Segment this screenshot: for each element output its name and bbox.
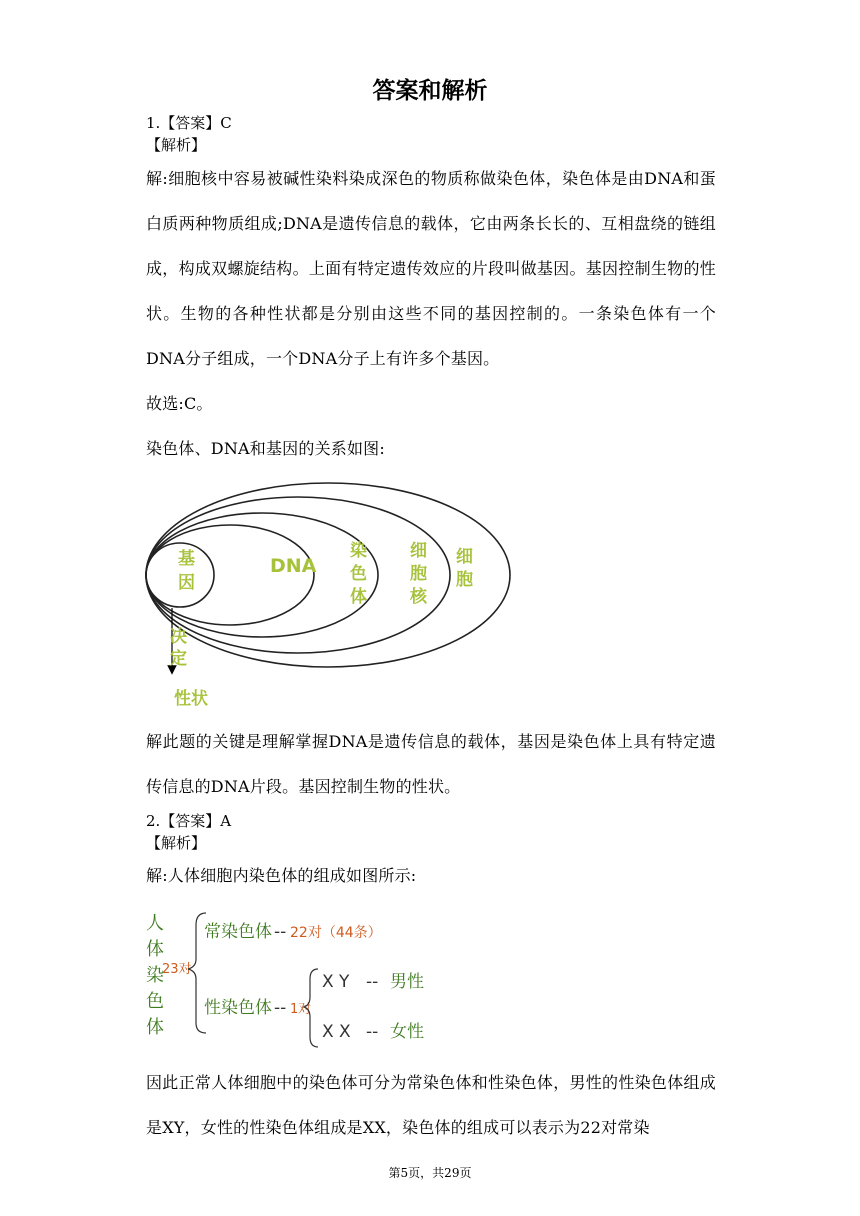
nucleus-label-2: 胞: [410, 564, 427, 584]
sex-chromosome-dash: --: [274, 998, 287, 1018]
gene-dna-chromosome-diagram: [140, 478, 520, 710]
q1-summary-paragraph: 解此题的关键是理解掌握DNA是遗传信息的载体，基因是染色体上具有特定遗传信息的DNA片段。基因控制生物的性状。: [146, 732, 716, 796]
q1-diagram-intro: 染色体、DNA和基因的关系如图:: [146, 439, 385, 458]
chromosome-label-1: 染: [350, 541, 367, 561]
page-title: 答案和解析: [372, 78, 488, 104]
gene-label-1: 基: [178, 549, 195, 569]
human-label-4: 色: [146, 991, 164, 1012]
q2-intro: 解:人体细胞内染色体的组成如图所示:: [146, 866, 417, 885]
q2-analysis-label: 【解析】: [146, 834, 207, 852]
sex-chromosome-count: 1对: [290, 1002, 312, 1017]
determine-label-2: 定: [170, 649, 187, 669]
cell-label-2: 胞: [456, 570, 473, 590]
q2-paragraph: 因此正常人体细胞中的染色体可分为常染色体和性染色体，男性的性染色体组成是XY，女性的性染色体组成是XX，染色体的组成可以表示为22对常染: [146, 1073, 716, 1137]
q1-paragraph: 解:细胞核中容易被碱性染料染成深色的物质称做染色体，染色体是由DNA和蛋白质两种物质组成;DNA是遗传信息的载体，它由两条长长的、互相盘绕的链组成，构成双螺旋结构。上面有特定遗传效应的片段叫做基因。基因控制生物的性状。生物的各种性状都是分别由这些不同的基因控制的。一条染色体有一个DNA分子组成，一个DNA分子上有许多个基因。: [146, 169, 716, 368]
human-chromosome-diagram: [140, 905, 440, 1055]
cell-label-1: 细: [456, 547, 473, 567]
female-label: 女性: [390, 1022, 424, 1042]
trait-label: 性状: [174, 689, 208, 709]
human-label-3: 染: [146, 965, 164, 986]
nucleus-label-3: 核: [410, 587, 427, 607]
human-label-2: 体: [146, 939, 164, 960]
autosome-dash: --: [274, 922, 287, 942]
q1-choice: 故选:C。: [146, 394, 213, 413]
human-label-1: 人: [146, 913, 164, 934]
human-label-5: 体: [146, 1017, 164, 1038]
female-dash: --: [366, 1022, 379, 1042]
chromosome-label-3: 体: [350, 587, 367, 607]
determine-label-1: 决: [170, 627, 187, 647]
gene-label-2: 因: [178, 573, 195, 593]
q1-answer-line: 1.【答案】C: [146, 114, 232, 132]
pairs-23-label: 23对: [162, 962, 192, 977]
sex-chromosome-label: 性染色体: [204, 998, 272, 1018]
male-dash: --: [366, 972, 379, 992]
dna-label: DNA: [270, 555, 317, 577]
chromosome-label-2: 色: [350, 564, 367, 584]
page-footer: 第5页，共29页: [388, 1166, 472, 1180]
q1-analysis-label: 【解析】: [146, 136, 207, 154]
autosome-label: 常染色体: [204, 922, 272, 942]
xx-label: X X: [322, 1022, 351, 1042]
nucleus-label-1: 细: [410, 541, 427, 561]
xy-label: X Y: [322, 972, 350, 992]
male-label: 男性: [390, 972, 424, 992]
autosome-count: 22对（44条）: [290, 925, 382, 941]
q2-answer-line: 2.【答案】A: [146, 812, 232, 830]
